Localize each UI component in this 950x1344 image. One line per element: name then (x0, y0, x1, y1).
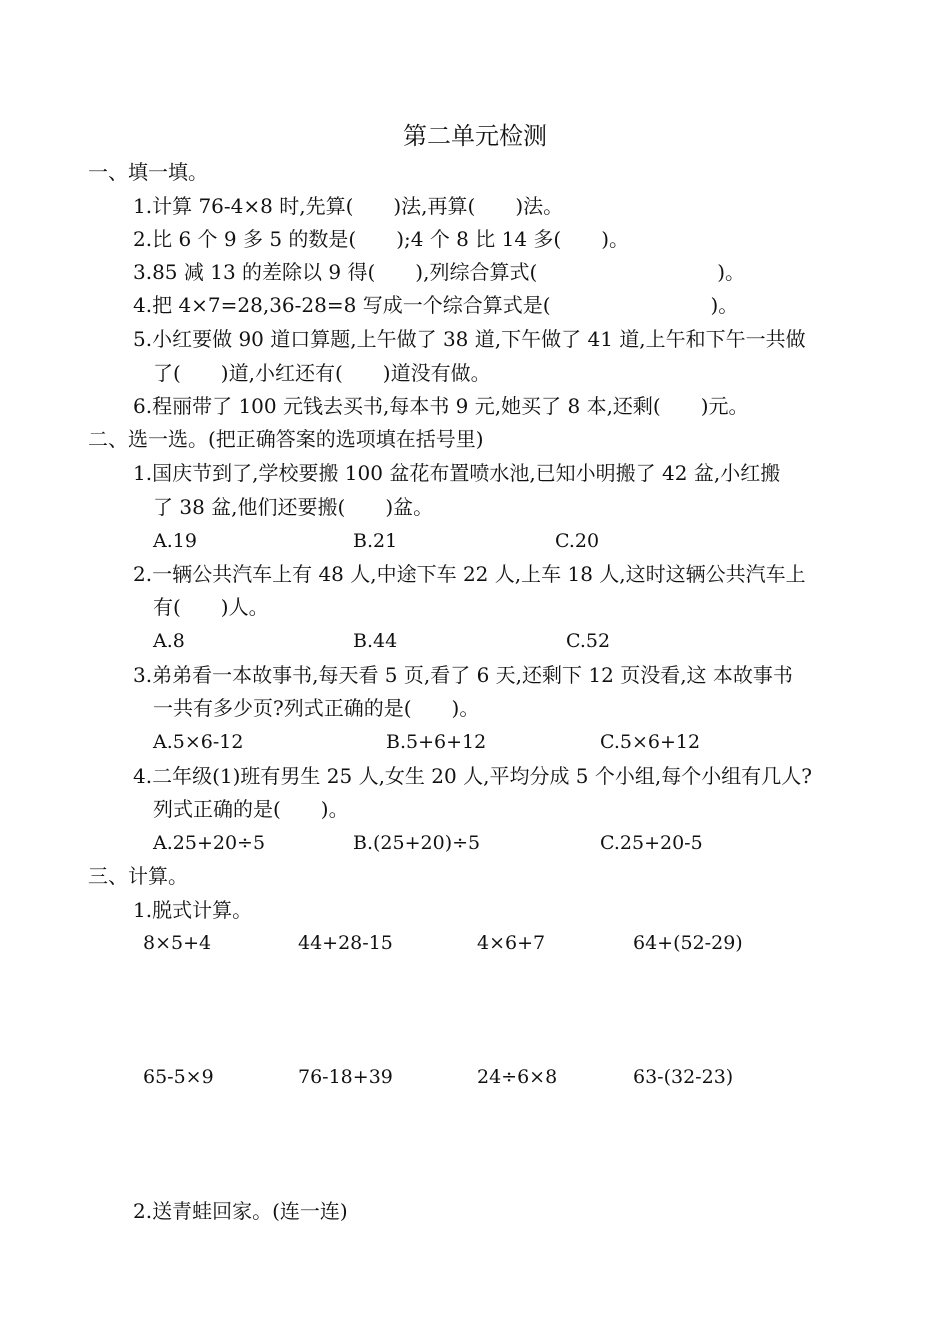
s1-question-4: 4.把 4×7=28,36-28=8 写成一个综合算式是( )。 (133, 293, 739, 317)
s2-question-2-line-2: 有( )人。 (153, 595, 269, 619)
s2-q1-option-a: A.19 (153, 530, 197, 552)
s2-question-1-line-1: 1.国庆节到了,学校要搬 100 盆花布置喷水池,已知小明搬了 42 盆,小红搬 (133, 461, 781, 485)
s3-subheading-1: 1.脱式计算。 (133, 898, 253, 922)
s2-q4-option-c: C.25+20-5 (600, 832, 703, 854)
calc-expression: 63-(32-23) (633, 1066, 734, 1088)
s2-q2-option-c: C.52 (566, 630, 611, 652)
section-2-heading: 二、选一选。(把正确答案的选项填在括号里) (88, 427, 484, 451)
s2-q3-option-b: B.5+6+12 (386, 731, 487, 753)
s2-q2-option-b: B.44 (353, 630, 398, 652)
s1-question-3: 3.85 减 13 的差除以 9 得( ),列综合算式( )。 (133, 260, 746, 284)
calc-expression: 8×5+4 (143, 932, 212, 954)
calc-expression: 65-5×9 (143, 1066, 214, 1088)
calc-expression: 24÷6×8 (477, 1066, 558, 1088)
s2-q1-option-c: C.20 (555, 530, 600, 552)
s2-question-2-line-1: 2.一辆公共汽车上有 48 人,中途下车 22 人,上车 18 人,这时这辆公共汽车上 (133, 562, 806, 586)
s1-question-1: 1.计算 76-4×8 时,先算( )法,再算( )法。 (133, 194, 564, 218)
s2-question-3-line-1: 3.弟弟看一本故事书,每天看 5 页,看了 6 天,还剩下 12 页没看,这 本故事书 (133, 663, 793, 687)
page-title: 第二单元检测 (403, 122, 547, 150)
calc-expression: 4×6+7 (477, 932, 546, 954)
s2-q3-option-a: A.5×6-12 (153, 731, 244, 753)
section-1-heading: 一、填一填。 (88, 160, 208, 184)
s2-question-3-line-2: 一共有多少页?列式正确的是( )。 (153, 696, 480, 720)
calc-expression: 76-18+39 (298, 1066, 393, 1088)
s2-q1-option-b: B.21 (353, 530, 398, 552)
s2-q2-option-a: A.8 (153, 630, 185, 652)
s2-question-4-line-2: 列式正确的是( )。 (153, 797, 349, 821)
calc-expression: 44+28-15 (298, 932, 393, 954)
s2-q4-option-a: A.25+20÷5 (153, 832, 266, 854)
s2-question-1-line-2: 了 38 盆,他们还要搬( )盆。 (153, 495, 434, 519)
s2-q4-option-b: B.(25+20)÷5 (353, 832, 481, 854)
s2-question-4-line-1: 4.二年级(1)班有男生 25 人,女生 20 人,平均分成 5 个小组,每个小组有几人? (133, 764, 812, 788)
s1-question-2: 2.比 6 个 9 多 5 的数是( );4 个 8 比 14 多( )。 (133, 227, 630, 251)
section-3-heading: 三、计算。 (88, 864, 188, 888)
s1-question-5-line-1: 5.小红要做 90 道口算题,上午做了 38 道,下午做了 41 道,上午和下午一共做 (133, 327, 806, 351)
calc-expression: 64+(52-29) (633, 932, 743, 954)
s1-question-5-line-2: 了( )道,小红还有( )道没有做。 (153, 361, 491, 385)
s3-subheading-2: 2.送青蛙回家。(连一连) (133, 1199, 348, 1223)
s2-q3-option-c: C.5×6+12 (600, 731, 701, 753)
s1-question-6: 6.程丽带了 100 元钱去买书,每本书 9 元,她买了 8 本,还剩( )元。 (133, 394, 749, 418)
